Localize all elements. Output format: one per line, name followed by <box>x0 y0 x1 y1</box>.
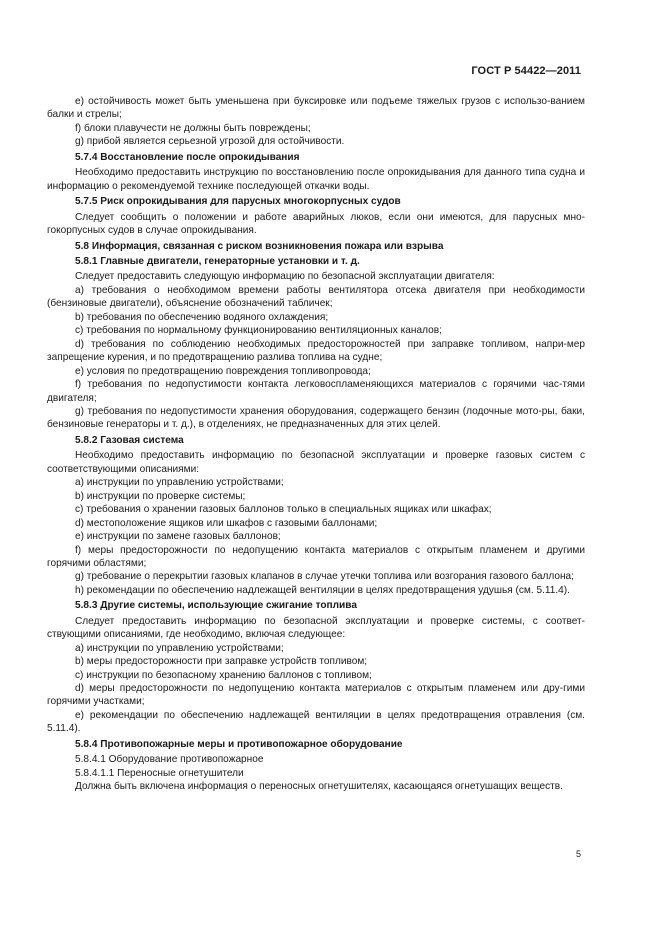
paragraph: a) требования о необходимом времени работы вентилятора отсека двигателя при необходимости (бензиновые двигатели), объяснение обозначений табличек; <box>47 284 585 310</box>
paragraph: Должна быть включена информация о переносных огнетушителях, касающаяся огнетушащих веществ. <box>75 781 563 793</box>
paragraph: d) местоположение ящиков или шкафов с газовыми баллонами; <box>75 517 378 529</box>
paragraph: e) условия по предотвращению повреждения топливопровода; <box>75 365 371 377</box>
paragraph: c) требования по нормальному функционированию вентиляционных каналов; <box>75 325 442 337</box>
section-heading: 5.8.2 Газовая система <box>75 434 184 446</box>
paragraph: 5.8.4.1 Оборудование противопожарное <box>75 754 264 766</box>
paragraph: a) инструкции по управлению устройствами; <box>75 477 284 489</box>
paragraph: Следует сообщить о положении и работе аварийных люков, если они имеются, для парусных мно-гокорпусных судов в случае опрокидывания. <box>47 211 585 237</box>
paragraph: Необходимо предоставить информацию по безопасной эксплуатации и проверке газовых систем с соответствующими описаниями: <box>47 450 585 475</box>
section-heading: 5.7.4 Восстановление после опрокидывания <box>75 151 300 163</box>
section-heading: 5.8.1 Главные двигатели, генераторные установки и т. д. <box>75 255 360 267</box>
paragraph: 5.8.4.1.1 Переносные огнетушители <box>75 767 244 779</box>
document-code: ГОСТ Р 54422—2011 <box>471 65 581 77</box>
paragraph: g) требование о перекрытии газовых клапанов в случае утечки топлива или возгорания газового баллона; <box>75 571 574 583</box>
section-heading: 5.8.4 Противопожарные меры и противопожарное оборудование <box>75 738 403 750</box>
section-heading: 5.8 Информация, связанная с риском возникновения пожара или взрыва <box>75 240 444 252</box>
paragraph: f) блоки плавучести не должны быть повреждены; <box>75 122 311 134</box>
paragraph: b) меры предосторожности при заправке устройств топливом; <box>75 656 368 668</box>
paragraph: e) остойчивость может быть уменьшена при буксировке или подъеме тяжелых грузов с использо-ванием балки и стрелы; <box>47 96 585 121</box>
section-heading: 5.8.3 Другие системы, использующие сжигание топлива <box>75 600 357 612</box>
paragraph: d) меры предосторожности по недопущению контакта материалов с открытым пламенем или дру-гими горячими участками; <box>47 683 585 708</box>
document-body <box>47 95 585 794</box>
paragraph: c) инструкции по безопасному хранению баллонов с топливом; <box>75 669 372 681</box>
paragraph: d) требования по соблюдению необходимых предосторожностей при заправке топливом, напри-мер запрещение курения, и по предотвращению разлива топлива на судне; <box>47 338 585 364</box>
paragraph: g) требования по недопустимости хранения оборудования, содержащего бензин (лодочные мото-ры, баки, бензиновые генераторы и т. д.), в отделениях, не предназначенных для этих целей. <box>47 405 585 431</box>
paragraph: e) рекомендации по обеспечению надлежащей вентиляции в целях предотвращения отравления (см. 5.11.4). <box>47 709 585 735</box>
paragraph: h) рекомендации по обеспечению надлежащей вентиляции в целях предотвращения удушья (см. 5.11.4). <box>75 584 570 596</box>
paragraph: c) требования о хранении газовых баллонов только в специальных ящиках или шкафах; <box>75 504 492 516</box>
paragraph: b) требования по обеспечению водяного охлаждения; <box>75 311 329 323</box>
paragraph: g) прибой является серьезной угрозой для остойчивости. <box>75 136 345 148</box>
paragraph: Необходимо предоставить инструкцию по восстановлению после опрокидывания для данного типа судна и информацию о рекомендуемой технике последующей откачки воды. <box>47 167 585 192</box>
section-heading: 5.7.5 Риск опрокидывания для парусных многокорпусных судов <box>75 196 401 208</box>
paragraph: b) инструкции по проверке системы; <box>75 490 246 502</box>
paragraph: f) требования по недопустимости контакта легковоспламеняющихся материалов с горячими час-тями двигателя; <box>47 379 585 404</box>
paragraph: Следует предоставить информацию по безопасной эксплуатации и проверке системы, с соответ-ствующими описаниями, где необходимо, включая следующее: <box>47 615 585 641</box>
page-number: 5 <box>575 849 581 859</box>
paragraph: Следует предоставить следующую информацию по безопасной эксплуатации двигателя: <box>75 271 495 283</box>
paragraph: e) инструкции по замене газовых баллонов; <box>75 531 281 543</box>
paragraph: a) инструкции по управлению устройствами; <box>75 642 284 654</box>
paragraph: f) меры предосторожности по недопущению контакта материалов с открытым пламенем и другими горячими областями; <box>47 544 585 569</box>
